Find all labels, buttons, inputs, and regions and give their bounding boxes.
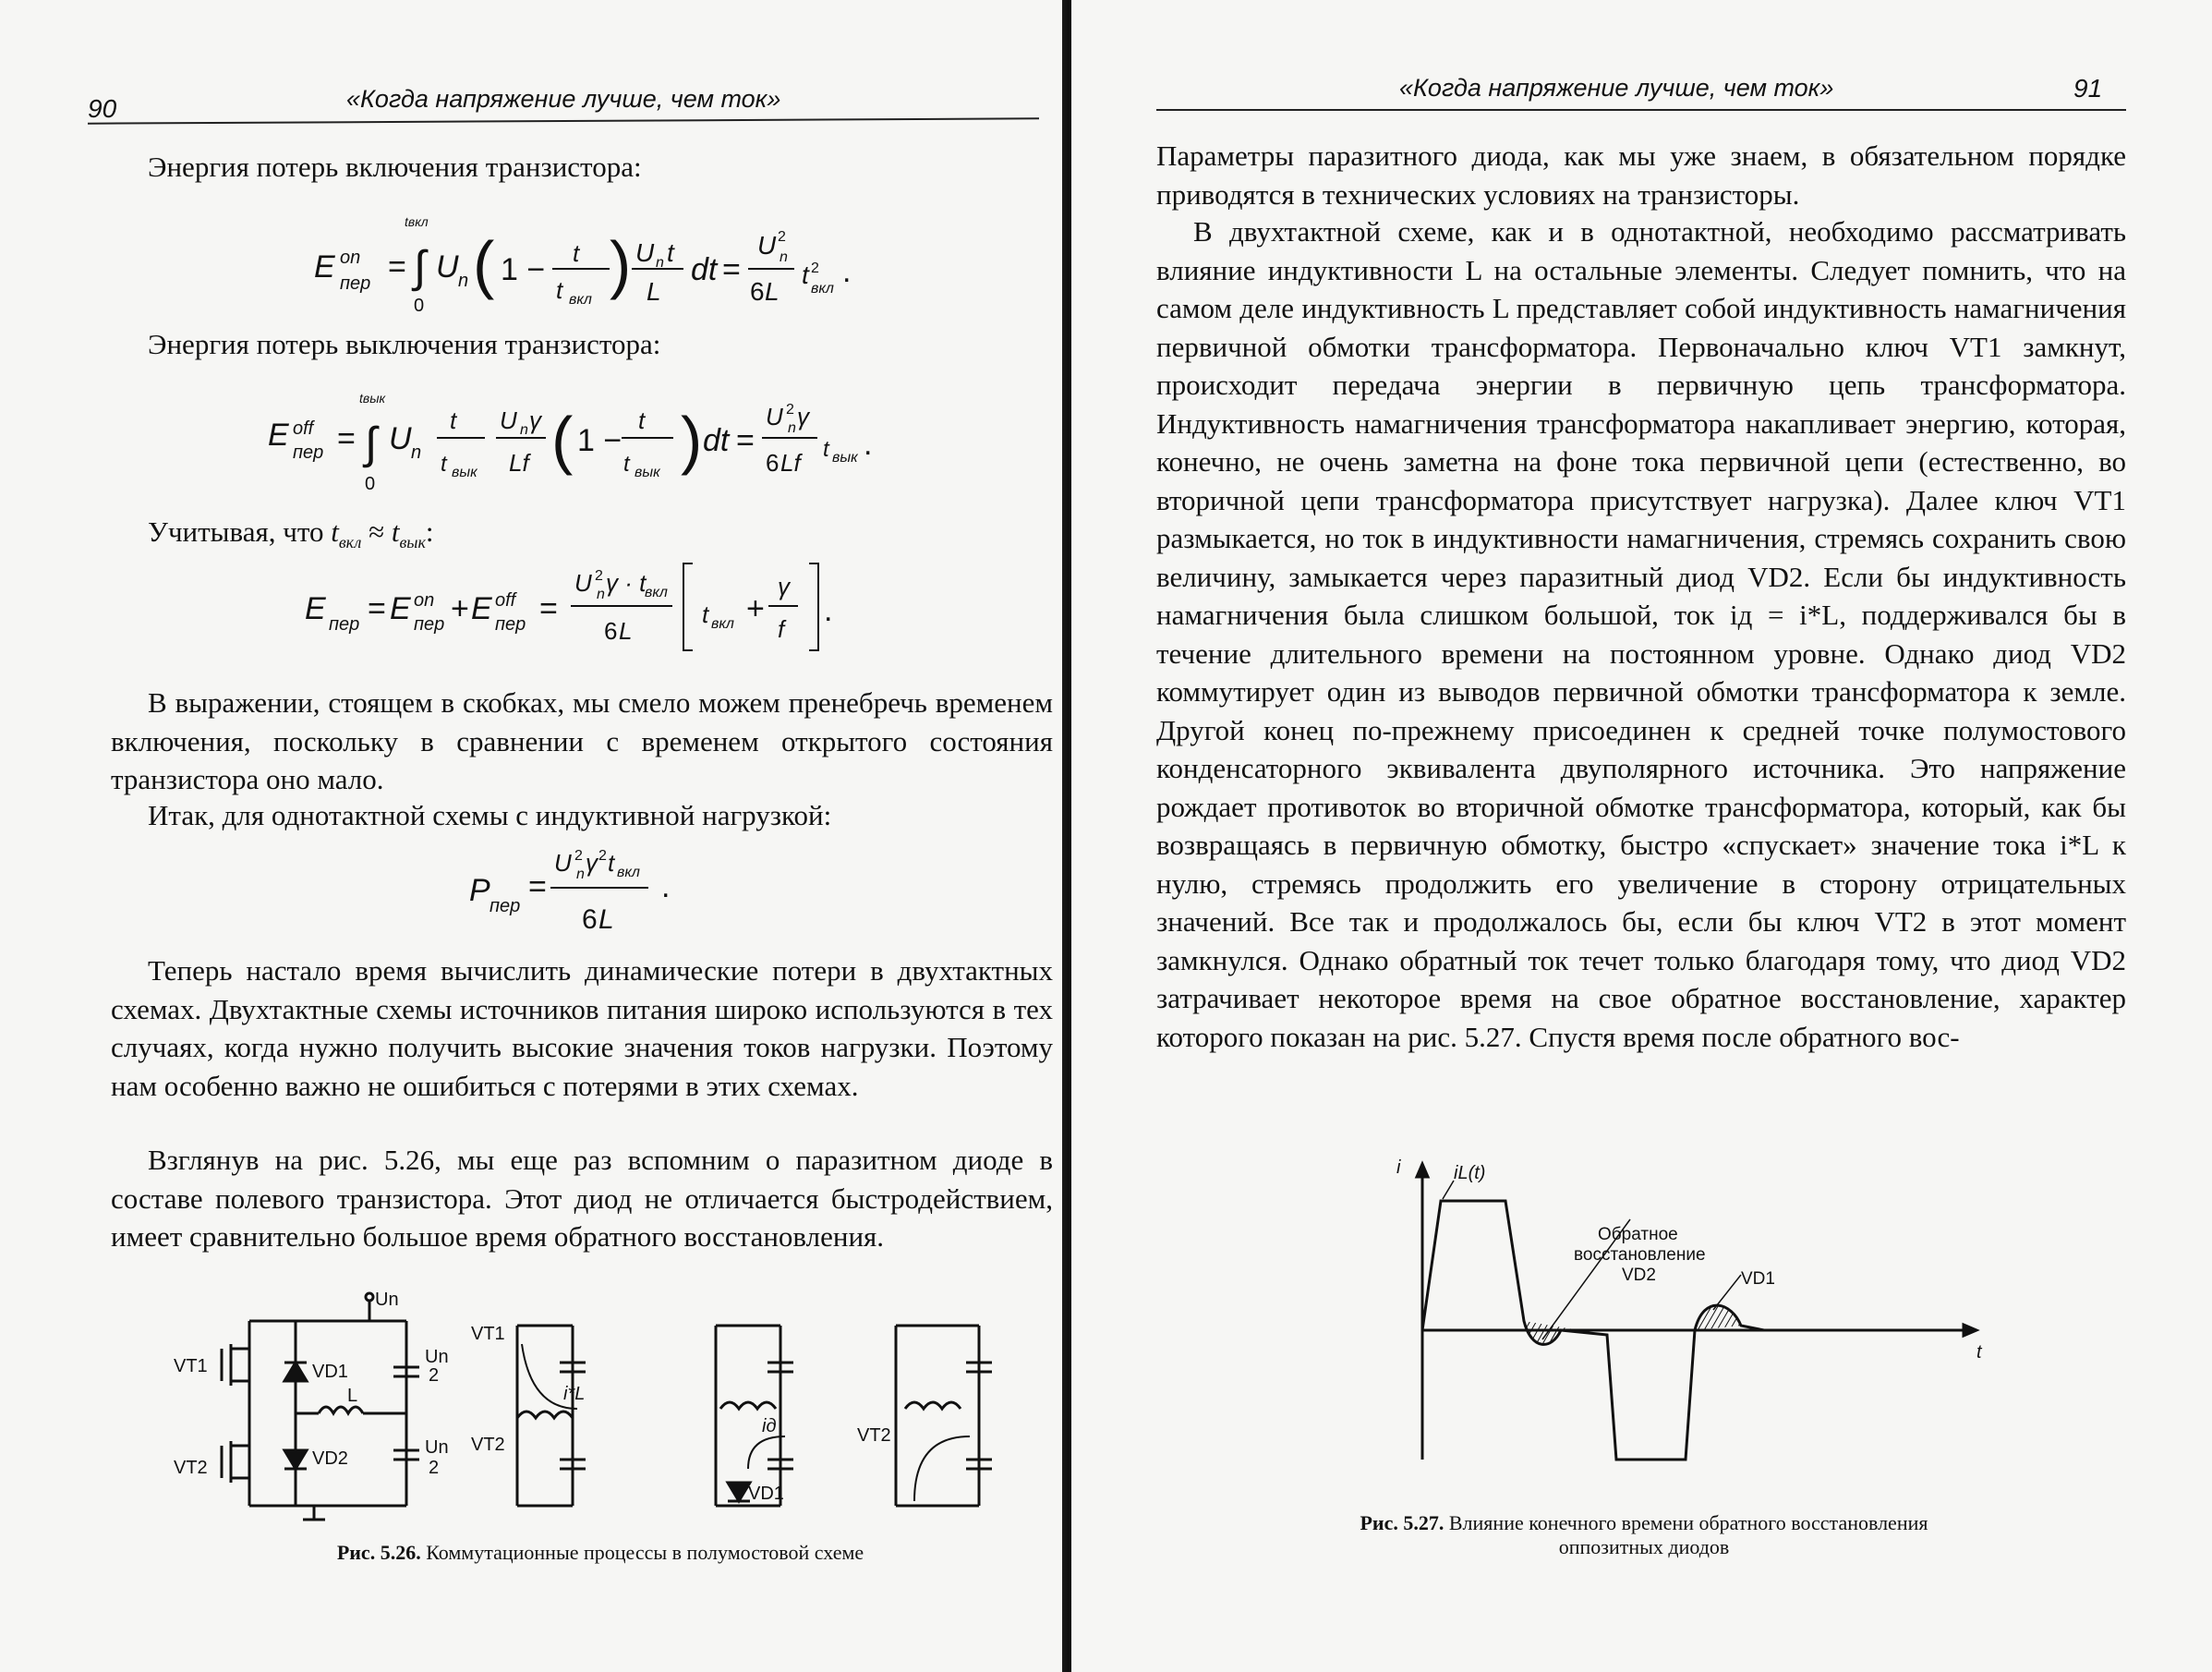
paragraph-3: Учитывая, что $t_{вкл} \approx t_{вык}$: xyxy=(148,515,434,552)
svg-text:(: ( xyxy=(473,228,495,300)
svg-text:γ: γ xyxy=(778,573,790,600)
paragraph-5: Итак, для однотактной схемы с индуктивной нагрузкой: xyxy=(148,799,832,831)
svg-text:tвык: tвык xyxy=(359,391,386,406)
formula-e-on xyxy=(296,208,868,319)
svg-text:L: L xyxy=(765,277,780,306)
svg-text:2: 2 xyxy=(574,848,583,864)
svg-text:dt: dt xyxy=(703,423,730,458)
svg-text:вык: вык xyxy=(452,465,477,480)
svg-text:U: U xyxy=(574,569,592,597)
svg-text:=: = xyxy=(736,423,755,458)
label-vt1-b: VT1 xyxy=(471,1324,505,1344)
y-axis-label: i xyxy=(1396,1157,1401,1178)
svg-text:t: t xyxy=(823,437,829,462)
svg-text:=: = xyxy=(528,869,547,904)
svg-text:n: n xyxy=(656,255,664,271)
right-page xyxy=(1071,0,2212,1672)
vd1-label: VD1 xyxy=(1741,1269,1775,1289)
caption-label: Рис. 5.27. xyxy=(1360,1511,1444,1534)
label-un: Un xyxy=(375,1290,399,1310)
svg-text:U: U xyxy=(635,238,655,267)
svg-text:U: U xyxy=(436,249,459,285)
svg-text:t: t xyxy=(667,238,674,267)
svg-text:.: . xyxy=(842,254,852,289)
svg-text:n: n xyxy=(458,271,469,291)
svg-text:(: ( xyxy=(551,404,574,476)
svg-text:вкл: вкл xyxy=(617,865,640,880)
svg-text:.: . xyxy=(824,593,833,628)
paragraph-6 xyxy=(111,951,1053,1105)
paragraph-2 xyxy=(1156,212,2126,1056)
paragraph-7 xyxy=(111,1141,1053,1256)
annotation-line2: восстановление xyxy=(1574,1245,1706,1265)
svg-text:L: L xyxy=(647,277,661,306)
svg-text:2: 2 xyxy=(778,229,786,245)
svg-text:6: 6 xyxy=(604,617,618,645)
label-half-den-bottom: 2 xyxy=(429,1458,440,1478)
svg-text:n: n xyxy=(780,249,788,265)
label-vt2: VT2 xyxy=(174,1458,208,1478)
svg-text:6: 6 xyxy=(766,449,780,477)
svg-text:n: n xyxy=(788,420,796,436)
caption-label: Рис. 5.26. xyxy=(336,1541,421,1564)
paragraph-3-text: Учитывая, что xyxy=(148,515,324,548)
svg-text:off: off xyxy=(293,418,314,439)
label-il: i*L xyxy=(563,1384,586,1404)
svg-text:вкл: вкл xyxy=(645,585,668,600)
page-number: 91 xyxy=(2073,74,2103,103)
svg-text:dt: dt xyxy=(691,252,718,287)
svg-text:U: U xyxy=(500,406,517,434)
x-axis-label: t xyxy=(1976,1342,1982,1363)
svg-text:Lf: Lf xyxy=(509,449,529,477)
svg-text:): ) xyxy=(610,228,632,300)
svg-text:n: n xyxy=(520,422,528,438)
svg-text:U: U xyxy=(766,403,783,430)
svg-text:пер: пер xyxy=(293,442,324,463)
svg-text:t: t xyxy=(441,452,447,477)
curve-label: iL(t) xyxy=(1454,1163,1486,1183)
svg-text:off: off xyxy=(495,590,516,611)
label-half-un-top: Un xyxy=(425,1347,449,1367)
svg-text:1 −: 1 − xyxy=(577,423,623,458)
svg-text:вык: вык xyxy=(832,450,858,466)
label-vd1: VD1 xyxy=(312,1362,348,1382)
svg-text:t: t xyxy=(556,276,563,304)
figure-5-27-graph xyxy=(1376,1155,2004,1487)
paragraph-6-text: Теперь настало время вычислить динамические потери в двухтактных схемах. Двухтактные схемы источников питания широко используются в тех случаях, когда нужно получить высокие значения токов нагрузки. Поэтому нам особенно важно не ошибиться с потерями в этих схемах. xyxy=(111,954,1053,1102)
paragraph-7-text: Взглянув на рис. 5.26, мы еще раз вспомним о паразитном диоде в составе полевого транзистора. Этот диод не отличается быстродействием, имеет сравнительно большое время обратного восстановления. xyxy=(111,1144,1053,1253)
paragraph-2-text: В двухтактной схеме, как и в однотактной, необходимо рассматривать влияние индуктивности L на остальные элементы. Следует помнить, что на самом деле индуктивность L представляет собой индуктивность намагничения первичной обмотки трансформатора. Первоначально ключ VT1 замкнут, происходит передача энергии в первичную цепь трансформатора. Индуктивность намагничения трансформатора накапливает энергию, которая, конечно, не очень заметна на фоне тока первичной цепи (естественно, во вторичной цепи трансформатора присутствует нагрузка). Далее ключ VT1 размыкается, но ток в индуктивности намагничения, стремясь сохранить свою величину, замыкается через паразитный диод VD2. Если бы индуктивность намагничения была слишком большой, ток iд = i*L, поддерживался бы в течение длительного времени на постоянном уровне. Однако диод VD2 коммутирует один из выводов первичной обмотки трансформатора к земле. Другой конец по-прежнему присоединен к средней точке полумостового конденсаторного эквивалента двуполярного источника. Это напряжение рождает противоток во вторичной обмотке трансформатора, который, как бы возвращаясь в первичную обмотку, быстро «спускает» значение тока i*L к нулю, стремясь продолжить его увеличение в сторону отрицательных значений. Все так и продолжалось бы, если бы ключ VT2 в этот момент замкнулся. Однако обратный ток течет только благодаря тому, что диод VD2 затрачивает некоторое время на свое обратное восстановление, характер которого показан на рис. 5.27. Спустя время после обратного вос- xyxy=(1156,215,2126,1053)
svg-text:=: = xyxy=(722,252,741,287)
svg-text:вык: вык xyxy=(635,465,660,480)
svg-text:2: 2 xyxy=(811,260,819,276)
label-vd2: VD2 xyxy=(312,1448,348,1469)
svg-text:L: L xyxy=(619,617,633,645)
svg-text:f: f xyxy=(778,615,785,643)
svg-text:E: E xyxy=(471,591,492,626)
svg-text:+: + xyxy=(746,591,765,626)
svg-text:E: E xyxy=(314,249,335,285)
svg-text:t: t xyxy=(623,452,630,477)
page-number: 90 xyxy=(88,94,117,123)
svg-text:γ: γ xyxy=(529,406,541,434)
svg-text:2: 2 xyxy=(598,848,607,864)
label-half-den-top: 2 xyxy=(429,1365,440,1386)
svg-text:6: 6 xyxy=(582,904,598,935)
svg-text:2: 2 xyxy=(786,402,794,418)
svg-text:on: on xyxy=(414,590,435,611)
svg-text:t: t xyxy=(573,239,580,267)
svg-text:γ · t: γ · t xyxy=(606,569,647,597)
svg-text:∫: ∫ xyxy=(414,243,427,292)
caption-text-line2: оппозитных диодов xyxy=(1558,1535,1730,1558)
label-vd1-c: VD1 xyxy=(748,1484,784,1504)
figure-5-26-caption xyxy=(240,1541,961,1565)
svg-text:∫: ∫ xyxy=(365,419,378,468)
svg-text:γ: γ xyxy=(797,403,809,430)
svg-text:t: t xyxy=(608,849,615,877)
svg-text:вкл: вкл xyxy=(711,616,734,632)
svg-text:=: = xyxy=(388,249,406,285)
svg-text:U: U xyxy=(554,849,572,877)
label-vt1: VT1 xyxy=(174,1356,208,1376)
svg-text:P: P xyxy=(469,873,490,908)
svg-text:.: . xyxy=(661,869,671,904)
running-title: «Когда напряжение лучше, чем ток» xyxy=(346,85,781,113)
formula-e-off xyxy=(263,388,910,508)
label-id: iд xyxy=(762,1416,777,1436)
svg-text:пер: пер xyxy=(329,614,360,635)
svg-text:U: U xyxy=(389,421,412,456)
svg-text:=: = xyxy=(368,591,386,626)
svg-text:n: n xyxy=(597,587,605,602)
paragraph-1: Энергия потерь включения транзистора: xyxy=(148,151,642,183)
figure-5-27-caption xyxy=(1228,1511,2060,1559)
svg-text:tвкл: tвкл xyxy=(405,214,429,229)
svg-text:γ: γ xyxy=(586,849,598,877)
svg-text:E: E xyxy=(305,591,326,626)
svg-text:Lf: Lf xyxy=(780,449,801,477)
svg-text:E: E xyxy=(390,591,411,626)
label-vt2-d: VT2 xyxy=(857,1425,891,1446)
svg-text:n: n xyxy=(411,442,422,463)
running-title-left xyxy=(346,85,780,115)
svg-text:.: . xyxy=(864,427,873,462)
annotation-line3: VD2 xyxy=(1622,1266,1656,1285)
svg-text:): ) xyxy=(681,404,703,476)
svg-text:n: n xyxy=(576,866,585,882)
svg-text:пер: пер xyxy=(340,273,371,294)
label-half-un-bottom: Un xyxy=(425,1437,449,1458)
svg-text:пер: пер xyxy=(414,614,445,635)
running-title-right xyxy=(1399,74,1833,103)
formula-e-total xyxy=(296,554,868,665)
figure-5-26-schematic xyxy=(166,1289,1034,1533)
svg-text:2: 2 xyxy=(595,568,603,584)
label-l: L xyxy=(347,1386,358,1406)
paragraph-1: Параметры паразитного диода, как мы уже знаем, в обязательном порядке приводятся в технических условиях на транзисторы. xyxy=(1156,139,2126,211)
svg-text:U: U xyxy=(757,231,777,260)
svg-text:=: = xyxy=(337,421,356,456)
paragraph-4-text: В выражении, стоящем в скобках, мы смело можем пренебречь временем включения, поскольку в сравнении с временем открытого состояния транзистора оно мало. xyxy=(111,686,1053,795)
label-vt2-b: VT2 xyxy=(471,1435,505,1455)
svg-text:t: t xyxy=(450,406,457,434)
svg-text:0: 0 xyxy=(414,296,425,316)
svg-text:L: L xyxy=(598,904,614,935)
page-number-right xyxy=(2073,74,2102,104)
svg-text:1 −: 1 − xyxy=(501,252,546,287)
header-rule xyxy=(1156,109,2126,111)
paragraph-2: Энергия потерь выключения транзистора: xyxy=(148,328,661,360)
left-page xyxy=(0,0,1071,1672)
header-rule xyxy=(88,117,1039,124)
svg-text:6: 6 xyxy=(750,277,765,306)
svg-text:+: + xyxy=(451,591,469,626)
svg-text:0: 0 xyxy=(365,474,376,494)
svg-text:пер: пер xyxy=(490,896,521,916)
svg-text:t: t xyxy=(638,406,646,434)
running-title: «Когда напряжение лучше, чем ток» xyxy=(1399,74,1834,102)
svg-text:t: t xyxy=(802,260,809,289)
paragraph-4 xyxy=(111,684,1053,799)
svg-text:E: E xyxy=(268,418,289,453)
svg-text:t: t xyxy=(702,600,709,628)
caption-text-line1: Влияние конечного времени обратного восстановления xyxy=(1448,1511,1928,1534)
svg-text:on: on xyxy=(340,248,361,268)
page-number-left xyxy=(88,94,116,125)
caption-text: Коммутационные процессы в полумостовой схеме xyxy=(426,1541,864,1564)
svg-text:=: = xyxy=(539,591,558,626)
annotation-line1: Обратное xyxy=(1598,1225,1678,1244)
svg-text:вкл: вкл xyxy=(811,281,834,297)
svg-text:пер: пер xyxy=(495,614,526,635)
svg-text:вкл: вкл xyxy=(569,292,592,308)
formula-p-per xyxy=(453,836,730,947)
